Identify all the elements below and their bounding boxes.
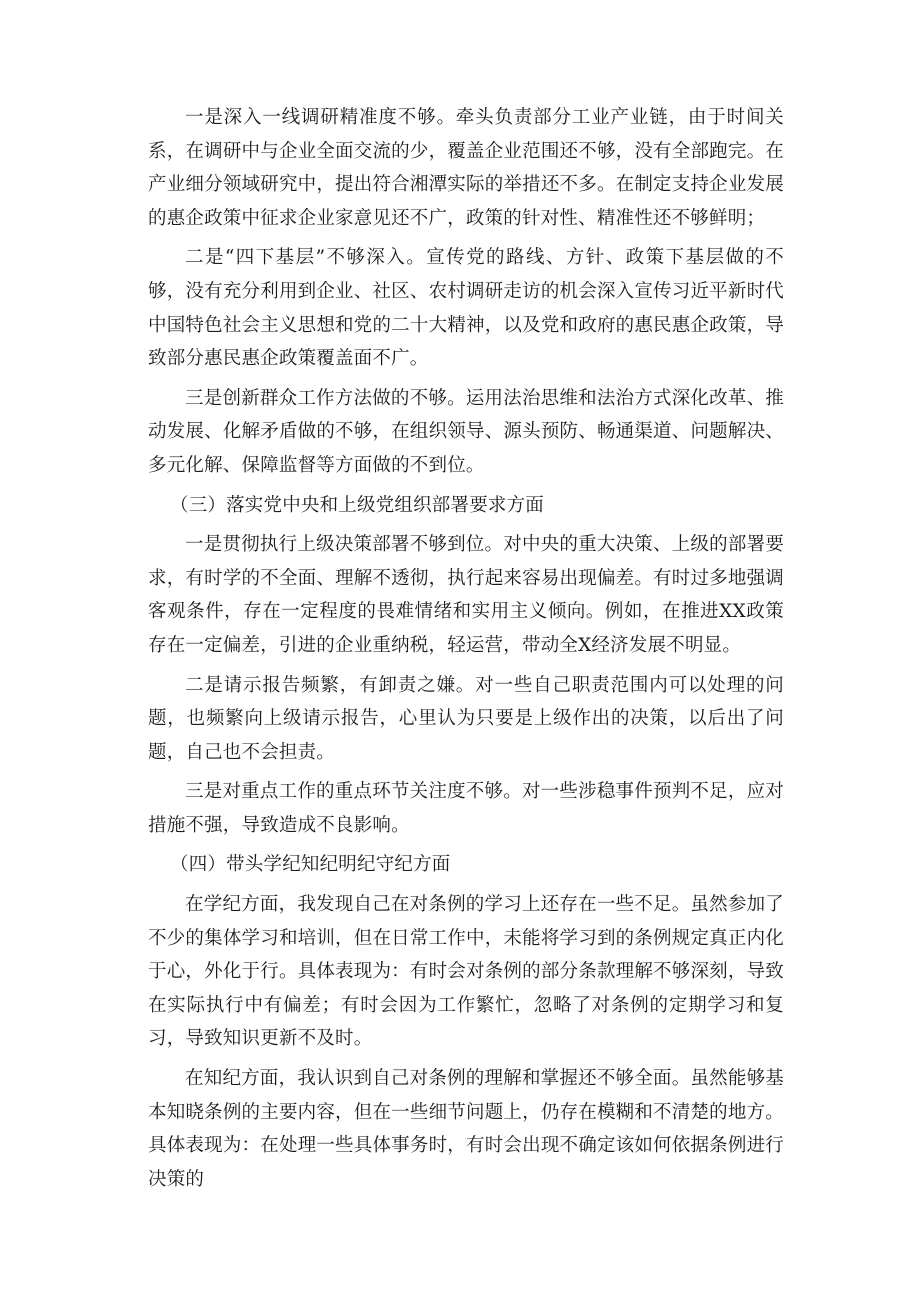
section-heading-three: （三）落实党中央和上级党组织部署要求方面 <box>170 494 545 516</box>
paragraph-learning-discipline: 在学纪方面，我发现自己在对条例的学习上还存在一些不足。虽然参加了不少的集体学习和培训，但在日常工作中，未能将学习到的条例规定真正内化于心，外化于行。具体表现为：有时会对条例的部分条款理解不够深刻，导致在实际执行中有偏差；有时会因为工作繁忙，忽略了对条例的定期学习和复习，导致知识更新不及时。 <box>148 894 784 1050</box>
paragraph-frequent-reporting: 二是请示报告频繁，有卸责之嫌。对一些自己职责范围内可以处理的问题，也频繁向上级请示报告，心里认为只要是上级作出的决策，以后出了问题，自己也不会担责。 <box>148 674 784 763</box>
paragraph-innovate-mass-work: 三是创新群众工作方法做的不够。运用法治思维和法治方式深化改革、推动发展、化解矛盾做的不够，在组织领导、源头预防、畅通渠道、问题解决、多元化解、保障监督等方面做的不到位。 <box>148 387 784 476</box>
section-heading-four: （四）带头学纪知纪明纪守纪方面 <box>170 854 451 876</box>
paragraph-research-precision: 一是深入一线调研精准度不够。牵头负责部分工业产业链，由于时间关系，在调研中与企业全面交流的少，覆盖企业范围还不够，没有全部跑完。在产业细分领域研究中，提出符合湘潭实际的举措还不多。在制定支持企业发展的惠企政策中征求企业家意见还不广，政策的针对性、精准性还不够鲜明； <box>148 107 784 229</box>
paragraph-knowing-discipline: 在知纪方面，我认识到自己对条例的理解和掌握还不够全面。虽然能够基本知晓条例的主要内容，但在一些细节问题上，仍存在模糊和不清楚的地方。具体表现为：在处理一些具体事务时，有时会出现不确定该如何依据条例进行决策的 <box>148 1068 784 1190</box>
paragraph-key-links-attention: 三是对重点工作的重点环节关注度不够。对一些涉稳事件预判不足，应对措施不强，导致造成不良影响。 <box>148 781 784 836</box>
paragraph-four-down-grassroots: 二是“四下基层”不够深入。宣传党的路线、方针、政策下基层做的不够，没有充分利用到企业、社区、农村调研走访的机会深入宣传习近平新时代中国特色社会主义思想和党的二十大精神，以及党和政府的惠民惠企政策，导致部分惠民惠企政策覆盖面不广。 <box>148 247 784 370</box>
document-body <box>148 101 784 1196</box>
paragraph-implement-decisions: 一是贯彻执行上级决策部署不够到位。对中央的重大决策、上级的部署要求，有时学的不全面、理解不透彻，执行起来容易出现偏差。有时过多地强调客观条件，存在一定程度的畏难情绪和实用主义倾向。例如，在推进XX政策存在一定偏差，引进的企业重纳税，轻运营，带动全X经济发展不明显。 <box>148 534 784 656</box>
